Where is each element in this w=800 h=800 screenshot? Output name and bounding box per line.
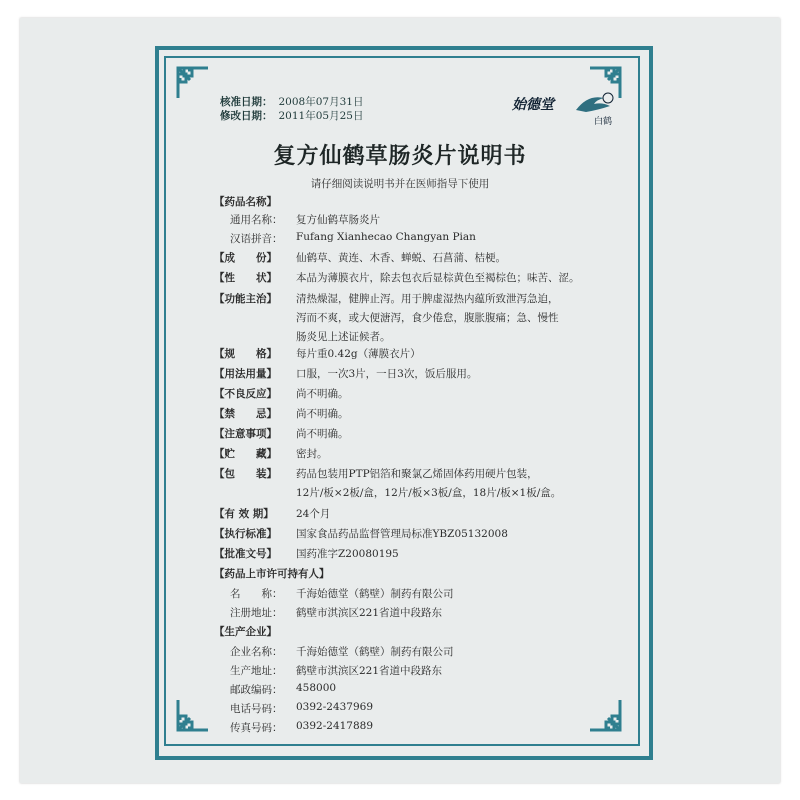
character: 本品为薄膜衣片，除去包衣后显棕黄色至褐棕色；味苦、涩。 [296,272,580,284]
package-line-2: 12片/板×2板/盒，12片/板×3板/盒，18片/板×1板/盒。 [296,487,562,499]
usage-label: 【用法用量】 [214,368,277,380]
adverse-label: 【不良反应】 [214,388,277,400]
zip-code: 458000 [296,682,337,694]
common-name: 复方仙鹤草肠炎片 [296,214,380,226]
approval-number: 国药准字Z20080195 [296,548,399,560]
brand-subname: 白鹤 [594,117,613,127]
corner-ornament-icon [588,698,622,732]
indication-line-2: 泻而不爽，或大便溏泻，食少倦怠，腹胀腹痛；急、慢性 [296,312,559,324]
common-name-label: 通用名称： [230,214,283,226]
notes: 尚不明确。 [296,428,349,440]
approval-number-label: 【批准文号】 [214,548,277,560]
ingredients: 仙鹤草、黄连、木香、蝉蜕、石菖蒲、桔梗。 [296,252,506,264]
fax-label: 传真号码： [230,722,283,734]
indication-line-3: 肠炎见上述证候者。 [296,331,391,343]
spec: 每片重0.42g（薄膜衣片） [296,348,421,360]
manufacturer-address-label: 生产地址： [230,665,283,677]
zip-label: 邮政编码： [230,684,283,696]
holder-heading: 【药品上市许可持有人】 [214,568,330,580]
manufacturer-heading: 【生产企业】 [214,626,277,638]
notes-label: 【注意事项】 [214,428,277,440]
holder-address: 鹤壁市淇滨区221省道中段路东 [296,607,443,619]
package-label: 【包 装】 [214,468,277,480]
spec-label: 【规 格】 [214,348,277,360]
holder-name: 千海始德堂（鹤壁）制药有限公司 [296,588,454,600]
validity: 24个月 [296,508,331,520]
brand-name: 始德堂 [512,97,554,113]
indication-label: 【功能主治】 [214,293,277,305]
revision-date-label: 修改日期： [220,110,273,122]
tel-number: 0392-2437969 [296,701,374,713]
approval-date: 2008年07月31日 [278,96,364,108]
ingredients-label: 【成 份】 [214,252,277,264]
fax-number: 0392-2417889 [296,720,374,732]
holder-address-label: 注册地址： [230,607,283,619]
manufacturer-address: 鹤壁市淇滨区221省道中段路东 [296,665,443,677]
manufacturer-name-label: 企业名称： [230,646,283,658]
indication-line-1: 清热燥湿，健脾止泻。用于脾虚湿热内蕴所致泄泻急迫， [296,293,559,305]
approval-date-label: 核准日期： [220,96,273,108]
character-label: 【性 状】 [214,272,277,284]
standard: 国家食品药品监督管理局标准YBZ05132008 [296,528,508,540]
revision-date: 2011年05月25日 [278,110,364,122]
pinyin-name: Fufang Xianhecao Changyan Pian [296,231,476,243]
storage-label: 【贮 藏】 [214,448,277,460]
tel-label: 电话号码： [230,703,283,715]
holder-name-label: 名 称： [230,588,283,600]
brand-logo [512,90,624,126]
drug-name-heading: 【药品名称】 [214,196,277,208]
adverse: 尚不明确。 [296,388,349,400]
package-line-1: 药品包装用PTP铝箔和聚氯乙烯固体药用硬片包装， [296,468,538,480]
contra-label: 【禁 忌】 [214,408,277,420]
corner-ornament-icon [176,66,210,100]
usage: 口服，一次3片，一日3次，饭后服用。 [296,368,478,380]
corner-ornament-icon [176,698,210,732]
standard-label: 【执行标准】 [214,528,277,540]
manufacturer-name: 千海始德堂（鹤壁）制药有限公司 [296,646,454,658]
document-subtitle: 请仔细阅读说明书并在医师指导下使用 [310,178,490,190]
document-title: 复方仙鹤草肠炎片说明书 [273,144,527,169]
storage: 密封。 [296,448,328,460]
date-block [220,95,363,123]
validity-label: 【有 效 期】 [214,508,274,520]
pinyin-label: 汉语拼音： [230,233,283,245]
contra: 尚不明确。 [296,408,349,420]
